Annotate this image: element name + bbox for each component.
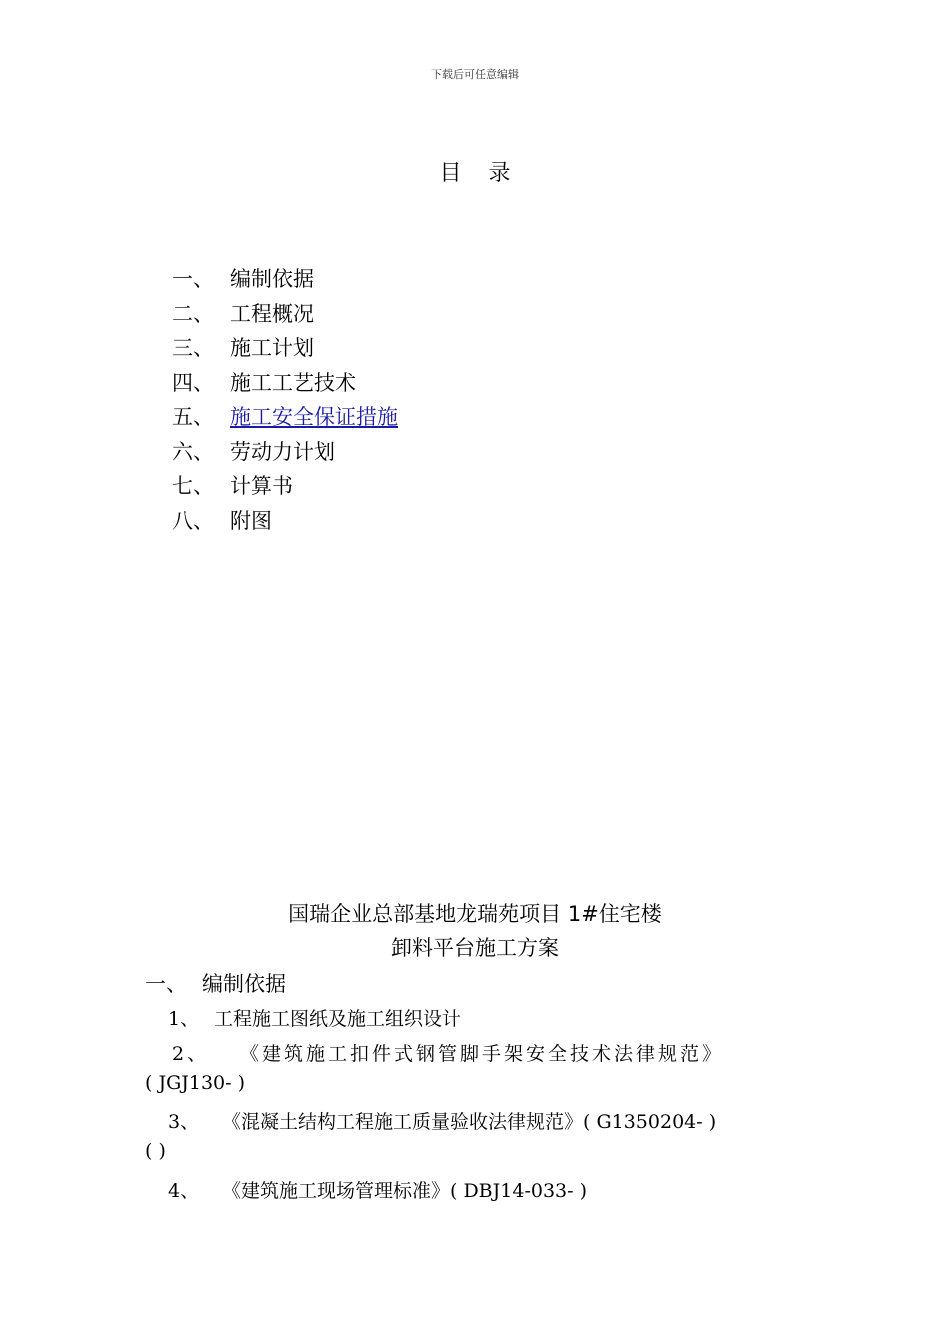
document-title-line-2: 卸料平台施工方案 xyxy=(391,936,559,960)
reference-text: 《混凝土结构工程施工质量验收法律规范》( G1350204- ) xyxy=(222,1111,717,1133)
toc-item-number: 二、 xyxy=(172,301,214,326)
toc-item-number: 五、 xyxy=(172,405,214,429)
reference-text: 工程施工图纸及施工组织设计 xyxy=(214,1008,462,1030)
reference-number: 3、 xyxy=(168,1111,200,1133)
page-header-note: 下载后可任意编辑 xyxy=(431,68,519,81)
toc-title: 目 录 xyxy=(439,161,521,186)
toc-item-number: 四、 xyxy=(172,370,214,395)
reference-number: 4、 xyxy=(168,1180,200,1202)
toc-item-7 xyxy=(172,469,398,504)
reference-number: 2、 xyxy=(172,1043,210,1065)
reference-item-3 xyxy=(168,1107,716,1134)
toc-item-number: 八、 xyxy=(172,508,214,533)
toc-item-number: 三、 xyxy=(172,336,214,360)
toc-item-label: 附图 xyxy=(230,508,272,533)
toc-item-label: 劳动力计划 xyxy=(230,439,335,464)
reference-item-3-continuation: ( ) xyxy=(145,1140,166,1162)
toc-item-label: 计算书 xyxy=(230,474,293,498)
toc-item-4 xyxy=(172,366,398,401)
toc-item-6 xyxy=(172,435,398,470)
document-title-line-1: 国瑞企业总部基地龙瑞苑项目 1#住宅楼 xyxy=(288,902,662,926)
reference-item-1 xyxy=(168,1004,461,1031)
section-heading-1 xyxy=(145,968,286,998)
toc-item-number: 七、 xyxy=(172,474,214,498)
table-of-contents xyxy=(172,262,398,538)
toc-item-number: 一、 xyxy=(172,267,214,291)
reference-item-4 xyxy=(168,1176,587,1203)
toc-item-8 xyxy=(172,504,398,539)
reference-text: 《建筑施工现场管理标准》( DBJ14-033- ) xyxy=(222,1180,587,1202)
toc-item-1 xyxy=(172,262,398,297)
reference-text: 《建筑施工扣件式钢管脚手架安全技术法律规范》 xyxy=(240,1043,725,1065)
toc-item-label: 施工计划 xyxy=(230,336,314,360)
toc-item-5 xyxy=(172,400,398,435)
section-heading-text: 编制依据 xyxy=(202,972,286,996)
toc-item-label: 编制依据 xyxy=(230,267,314,291)
reference-number: 1、 xyxy=(168,1008,200,1030)
toc-item-2 xyxy=(172,297,398,332)
reference-item-2-continuation: ( JGJ130- ) xyxy=(145,1072,246,1094)
toc-item-3 xyxy=(172,331,398,366)
section-number: 一、 xyxy=(145,972,187,996)
toc-item-number: 六、 xyxy=(172,439,214,464)
toc-link-safety-measures[interactable]: 施工安全保证措施 xyxy=(230,405,398,429)
toc-item-label: 施工工艺技术 xyxy=(230,370,356,395)
reference-item-2 xyxy=(172,1039,724,1066)
toc-item-label: 工程概况 xyxy=(230,301,314,326)
